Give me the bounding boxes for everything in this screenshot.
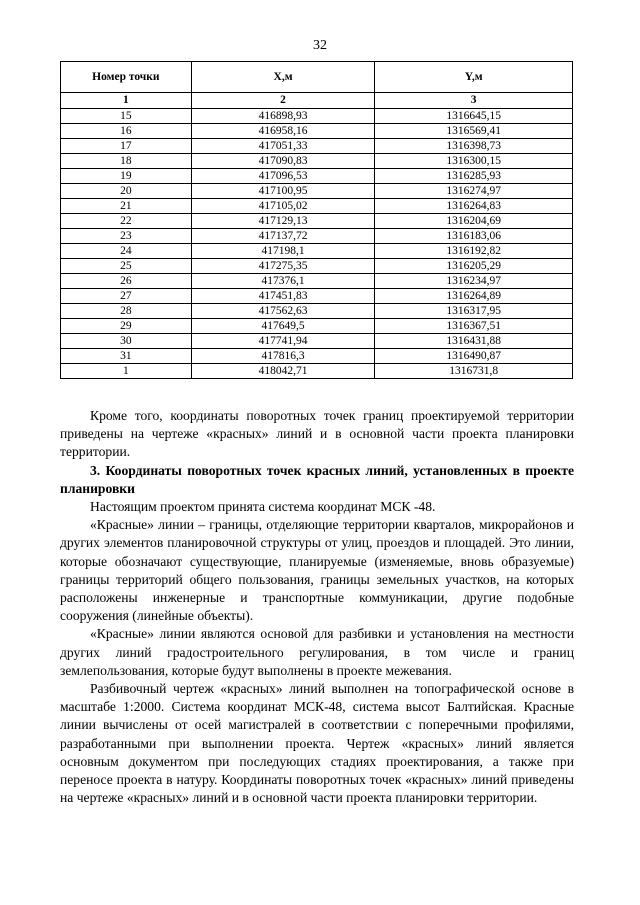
table-row [61,199,573,214]
cell-y: 1316183,06 [375,229,573,244]
cell-x: 416958,16 [191,124,375,139]
cell-x: 417649,5 [191,319,375,334]
cell-point: 27 [61,289,192,304]
table-row [61,109,573,124]
table-row [61,259,573,274]
cell-point: 28 [61,304,192,319]
table-row [61,124,573,139]
column-number-2: 2 [191,93,375,109]
cell-point: 19 [61,169,192,184]
cell-point: 17 [61,139,192,154]
cell-y: 1316645,15 [375,109,573,124]
cell-point: 26 [61,274,192,289]
table-row [61,244,573,259]
table-row [61,274,573,289]
cell-x: 417275,35 [191,259,375,274]
table-row [61,169,573,184]
cell-y: 1316205,29 [375,259,573,274]
cell-y: 1316274,97 [375,184,573,199]
cell-y: 1316264,89 [375,289,573,304]
cell-point: 15 [61,109,192,124]
paragraph: «Красные» линии – границы, отделяющие территории кварталов, микрорайонов и других элементов планировочной структуры от улиц, проездов и площадей. Это линии, которые обозначают существующие, планируемые (изменяемые, вновь образуемые) границы территорий общего пользования, границы земельных участков, на которых расположены инженерные и транспортные коммуникации, другие подобные сооружения (линейные объекты). [60,517,574,624]
header-point-number: Номер точки [61,62,192,93]
cell-y: 1316234,97 [375,274,573,289]
table-row [61,229,573,244]
cell-point: 24 [61,244,192,259]
cell-y: 1316192,82 [375,244,573,259]
table-row [61,334,573,349]
cell-point: 30 [61,334,192,349]
cell-x: 417096,53 [191,169,375,184]
table-body [61,109,573,379]
paragraph: Разбивочный чертеж «красных» линий выполнен на топографической основе в масштабе 1:2000. Система координат МСК-48, система высот Балтийская. Красные линии вычислены от осей магистралей в соответствии с поперечными профилями, разработанными при выполнении проекта. Чертеж «красных» линий является основным документом при последующих стадиях проектирования, а также при переносе проекта в натуру. Координаты поворотных точек «красных» линий приведены на чертеже «красных» линий и в основной части проекта планировки территории. [60,681,574,806]
page-number: 32 [313,38,327,53]
cell-point: 1 [61,364,192,379]
header-y: Y,м [375,62,573,93]
cell-x: 418042,71 [191,364,375,379]
cell-y: 1316367,51 [375,319,573,334]
paragraph: «Красные» линии являются основой для разбивки и установления на местности других линий градостроительного регулирования, в том числе и границ землепользования, которые будут выполнены в проекте межевания. [60,626,574,678]
cell-point: 25 [61,259,192,274]
paragraph: Кроме того, координаты поворотных точек границ проектируемой территории приведены на чертеже «красных» линий и в основной части проекта планировки территории. [60,408,574,460]
cell-y: 1316300,15 [375,154,573,169]
paragraph: Настоящим проектом принята система координат МСК -48. [90,499,436,515]
table-row [61,214,573,229]
table-row [61,319,573,334]
cell-x: 417090,83 [191,154,375,169]
cell-point: 31 [61,349,192,364]
cell-x: 417816,3 [191,349,375,364]
cell-y: 1316204,69 [375,214,573,229]
cell-x: 417198,1 [191,244,375,259]
header-x: X,м [191,62,375,93]
cell-y: 1316264,83 [375,199,573,214]
cell-point: 20 [61,184,192,199]
table-row [61,289,573,304]
body-text [60,407,574,807]
cell-x: 417100,95 [191,184,375,199]
cell-x: 417137,72 [191,229,375,244]
cell-point: 16 [61,124,192,139]
table-row [61,184,573,199]
table-row [61,364,573,379]
table-row [61,349,573,364]
cell-x: 417562,63 [191,304,375,319]
cell-y: 1316731,8 [375,364,573,379]
cell-x: 417051,33 [191,139,375,154]
cell-x: 416898,93 [191,109,375,124]
cell-x: 417741,94 [191,334,375,349]
column-number-1: 1 [61,93,192,109]
cell-point: 18 [61,154,192,169]
cell-y: 1316431,88 [375,334,573,349]
cell-point: 29 [61,319,192,334]
table-row [61,139,573,154]
coordinates-table [60,61,573,379]
cell-point: 22 [61,214,192,229]
cell-y: 1316569,41 [375,124,573,139]
cell-x: 417105,02 [191,199,375,214]
cell-x: 417451,83 [191,289,375,304]
cell-y: 1316490,87 [375,349,573,364]
column-number-3: 3 [375,93,573,109]
table-row [61,154,573,169]
cell-y: 1316398,73 [375,139,573,154]
cell-point: 21 [61,199,192,214]
cell-x: 417376,1 [191,274,375,289]
cell-point: 23 [61,229,192,244]
table-row [61,304,573,319]
cell-y: 1316285,93 [375,169,573,184]
cell-x: 417129,13 [191,214,375,229]
section-heading: 3. Координаты поворотных точек красных линий, установленных в проекте планировки [60,462,574,496]
cell-y: 1316317,95 [375,304,573,319]
